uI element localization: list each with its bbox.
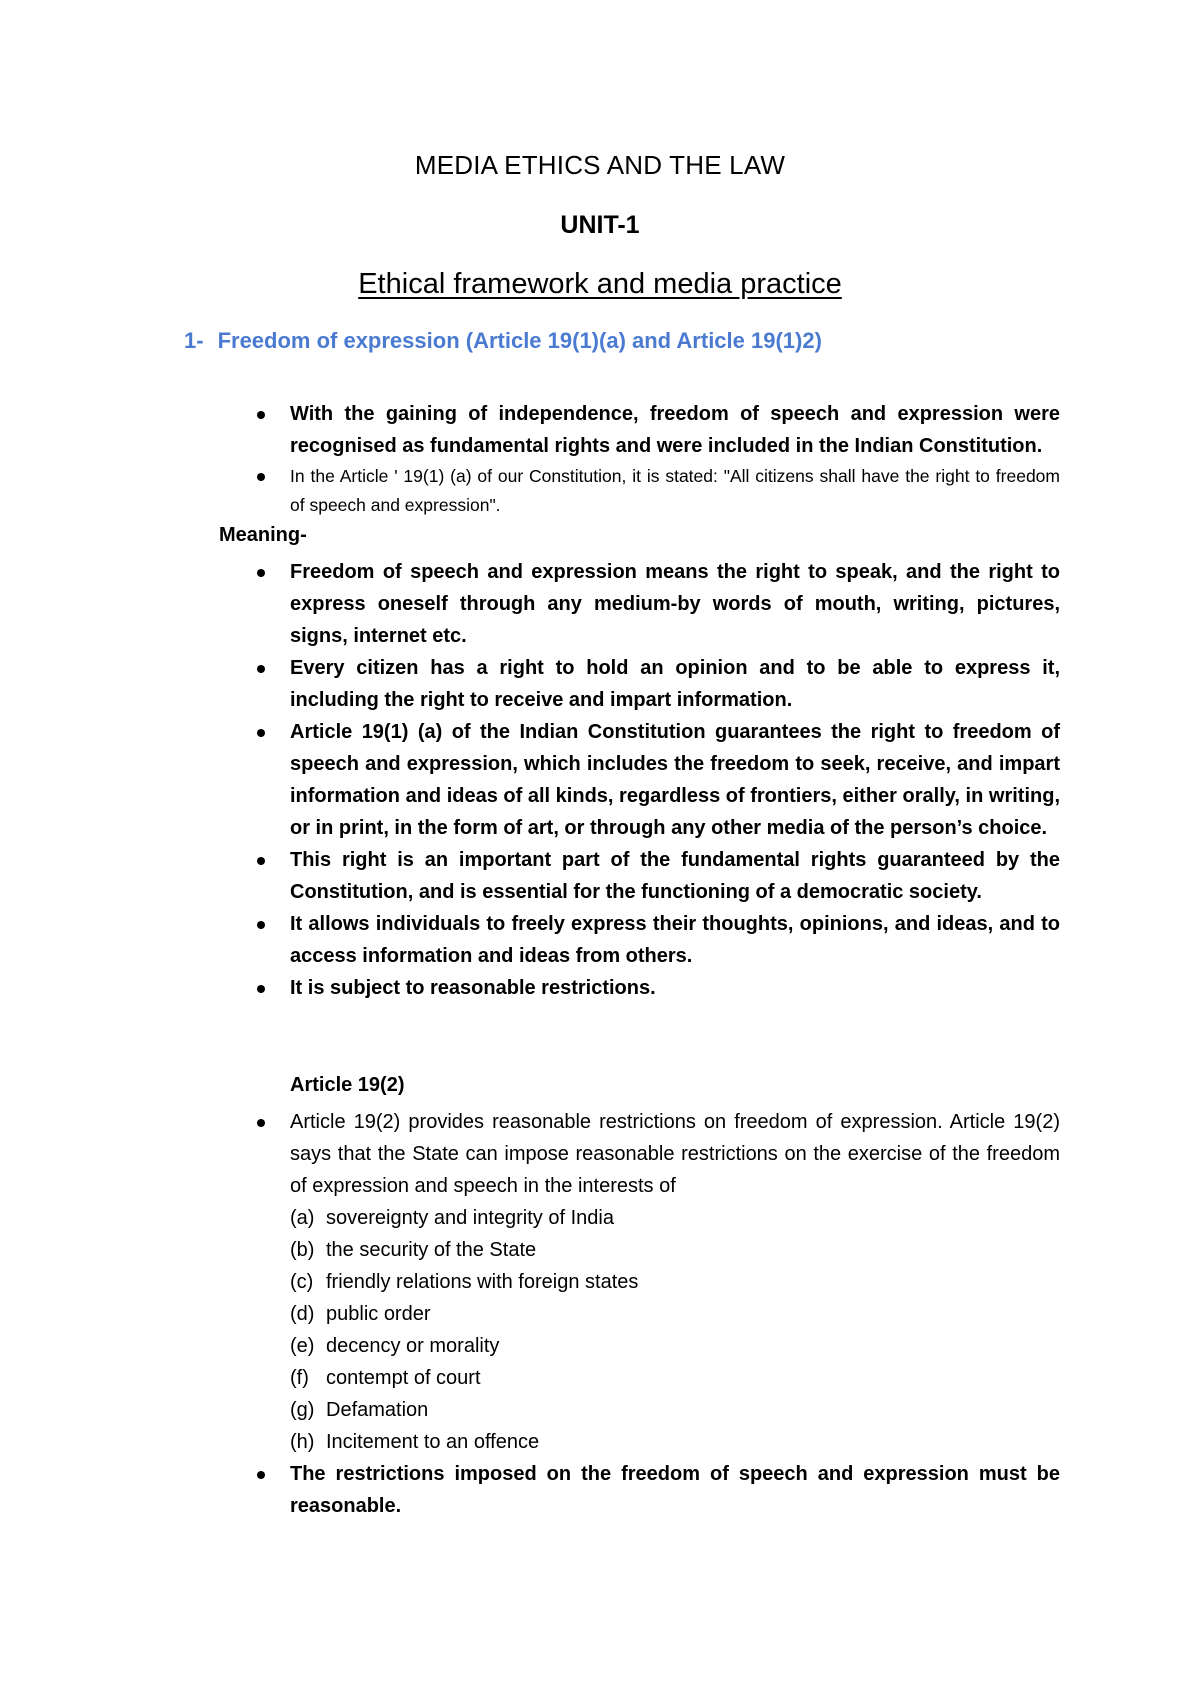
meaning-bullet-text: It allows individuals to freely express their thoughts, opinions, and ideas, and to access information and ideas from others. <box>290 913 1060 967</box>
list-item <box>290 556 1060 652</box>
restriction-text: contempt of court <box>326 1367 481 1389</box>
intro-bullet-text: With the gaining of independence, freedom of speech and expression were recognised as fundamental rights and were included in the Indian Constitution. <box>290 403 1060 457</box>
bullet-icon <box>257 1119 265 1127</box>
meaning-bullet-list <box>290 556 1060 1004</box>
restriction-label: (g) <box>290 1399 315 1421</box>
meaning-label: Meaning- <box>219 524 307 546</box>
restriction-label: (d) <box>290 1303 315 1325</box>
restriction-item <box>290 1266 1060 1298</box>
restriction-text: decency or morality <box>326 1335 500 1357</box>
restriction-label: (c) <box>290 1271 314 1293</box>
restriction-text: the security of the State <box>326 1239 537 1261</box>
meaning-bullet-text: Every citizen has a right to hold an opinion and to be able to express it, including the right to receive and impart information. <box>290 657 1060 711</box>
list-item <box>290 462 1060 520</box>
restriction-text: Incitement to an offence <box>326 1431 540 1453</box>
intro-bullet-text: In the Article ' 19(1) (a) of our Constitution, it is stated: "All citizens shall have the right to freedom of speech and expression". <box>290 466 1060 515</box>
bullet-icon <box>257 473 265 481</box>
list-item <box>290 1458 1060 1522</box>
meaning-bullet-text: Freedom of speech and expression means the right to speak, and the right to express oneself through any medium-by words of mouth, writing, pictures, signs, internet etc. <box>290 561 1060 647</box>
document-subtitle: Ethical framework and media practice <box>358 268 842 300</box>
restriction-item <box>290 1362 1060 1394</box>
restriction-item <box>290 1234 1060 1266</box>
restriction-text: Defamation <box>326 1399 429 1421</box>
article-19-2-label: Article 19(2) <box>290 1074 405 1096</box>
list-item <box>290 972 1060 1004</box>
restriction-item <box>290 1426 1060 1458</box>
restriction-item <box>290 1202 1060 1234</box>
restriction-label: (b) <box>290 1239 315 1261</box>
document-title: MEDIA ETHICS AND THE LAW <box>414 150 786 180</box>
restriction-label: (e) <box>290 1335 315 1357</box>
restrictions-list <box>290 1202 1060 1458</box>
bullet-icon <box>257 985 265 993</box>
restriction-label: (h) <box>290 1431 315 1453</box>
list-item <box>290 844 1060 908</box>
bullet-icon <box>257 665 265 673</box>
meaning-bullet-text: Article 19(1) (a) of the Indian Constitution guarantees the right to freedom of speech and expression, which includes the freedom to seek, receive, and impart information and ideas of all kinds, regardless of frontiers, either orally, in writing, or in print, in the form of art, or through any other media of the person’s choice. <box>290 721 1060 839</box>
article-bullet-list <box>290 1106 1060 1522</box>
bullet-icon <box>257 1471 265 1479</box>
section-number: 1- <box>184 328 204 353</box>
restriction-label: (f) <box>290 1367 309 1389</box>
restriction-text: friendly relations with foreign states <box>326 1271 639 1293</box>
bullet-icon <box>257 569 265 577</box>
meaning-bullet-text: It is subject to reasonable restrictions. <box>290 977 656 999</box>
section-heading <box>184 328 822 354</box>
restriction-label: (a) <box>290 1207 315 1229</box>
restriction-text: public order <box>326 1303 431 1325</box>
bullet-icon <box>257 857 265 865</box>
list-item <box>290 398 1060 462</box>
restriction-item <box>290 1394 1060 1426</box>
meaning-bullet-text: This right is an important part of the fundamental rights guaranteed by the Constitution, and is essential for the functioning of a democratic society. <box>290 849 1060 903</box>
list-item <box>290 716 1060 844</box>
restriction-text: sovereignty and integrity of India <box>326 1207 614 1229</box>
article-bullet-text: Article 19(2) provides reasonable restrictions on freedom of expression. Article 19(2) says that the State can impose reasonable restrictions on the exercise of the freedom of expression and speech in the interests of <box>290 1111 1060 1197</box>
bullet-icon <box>257 921 265 929</box>
section-heading-text: Freedom of expression (Article 19(1)(a) and Article 19(1)2) <box>217 328 822 353</box>
bullet-icon <box>257 411 265 419</box>
list-item <box>290 908 1060 972</box>
list-item <box>290 1106 1060 1458</box>
restriction-item <box>290 1330 1060 1362</box>
unit-heading: UNIT-1 <box>560 211 640 239</box>
intro-bullet-list <box>290 398 1060 520</box>
bullet-icon <box>257 729 265 737</box>
closing-bullet-text: The restrictions imposed on the freedom of speech and expression must be reasonable. <box>290 1463 1060 1517</box>
list-item <box>290 652 1060 716</box>
restriction-item <box>290 1298 1060 1330</box>
